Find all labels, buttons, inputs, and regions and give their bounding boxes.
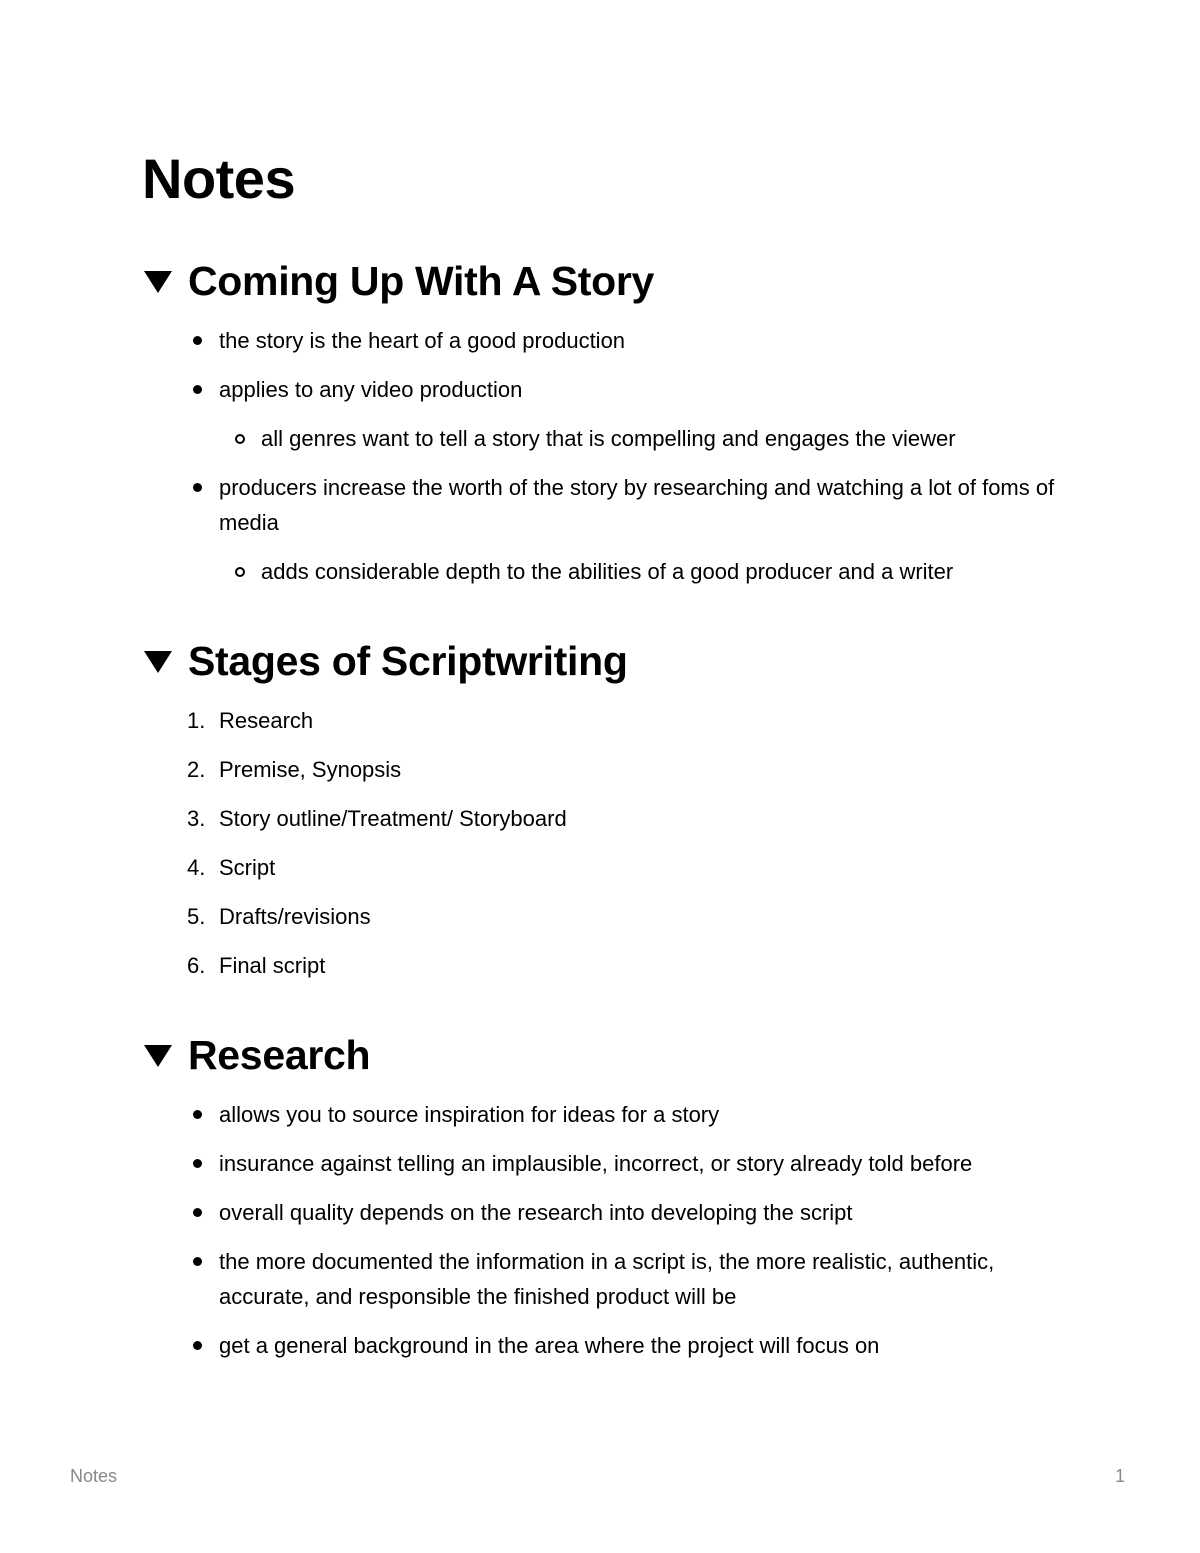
section-heading-text: Stages of Scriptwriting <box>188 637 628 684</box>
list-item-text: Final script <box>219 953 326 978</box>
section-heading-text: Coming Up With A Story <box>188 257 655 304</box>
list-number: 5. <box>187 904 206 929</box>
list-item-text: the story is the heart of a good production <box>219 328 626 353</box>
list-item-text: allows you to source inspiration for ideas for a story <box>219 1102 720 1127</box>
list-item-text: Premise, Synopsis <box>219 757 402 782</box>
list-item <box>142 1097 1072 1132</box>
list-item <box>142 850 1072 885</box>
page-title: Notes <box>142 147 296 210</box>
bullet-dot-icon <box>193 336 202 345</box>
section-heading <box>142 253 1072 309</box>
bullet-list <box>142 1097 1072 1363</box>
list-item <box>142 703 1072 738</box>
hollow-circle-bullet-icon <box>235 434 245 444</box>
list-item-text: Script <box>219 855 276 880</box>
list-item-text: Story outline/Treatment/ Storyboard <box>219 806 567 831</box>
list-item-text: get a general background in the area where the project will focus on <box>219 1333 880 1358</box>
list-item <box>142 801 1072 836</box>
section-stages-of-scriptwriting <box>142 633 1072 983</box>
list-item <box>142 752 1072 787</box>
list-item-text: adds considerable depth to the abilities of a good producer and a writer <box>261 559 954 584</box>
list-item-text: the more documented the information in a script is, the more realistic, authentic, accurate, and responsible the finished product will be <box>219 1249 995 1309</box>
bullet-list <box>142 323 1072 589</box>
list-item-text: all genres want to tell a story that is compelling and engages the viewer <box>261 426 956 451</box>
section-heading <box>142 1027 1072 1083</box>
list-item <box>142 1146 1072 1181</box>
page-number: 1 <box>1115 1466 1126 1486</box>
list-number: 2. <box>187 757 206 782</box>
triangle-down-icon[interactable] <box>142 643 174 679</box>
section-heading <box>142 633 1072 689</box>
list-number: 3. <box>187 806 206 831</box>
triangle-down-icon[interactable] <box>142 263 174 299</box>
bullet-dot-icon <box>193 1341 202 1350</box>
list-item <box>142 470 1072 540</box>
section-research <box>142 1027 1072 1363</box>
bullet-dot-icon <box>193 1208 202 1217</box>
footer-label: Notes <box>70 1466 118 1486</box>
bullet-dot-icon <box>193 1159 202 1168</box>
list-item <box>142 323 1072 358</box>
list-item <box>142 372 1072 407</box>
hollow-circle-bullet-icon <box>235 567 245 577</box>
list-number: 1. <box>187 708 206 733</box>
list-item <box>142 1244 1072 1314</box>
list-item <box>142 1195 1072 1230</box>
list-item-text: producers increase the worth of the story by researching and watching a lot of foms of media <box>219 475 1055 535</box>
numbered-list <box>142 703 1072 983</box>
list-item <box>142 421 1072 456</box>
triangle-down-icon[interactable] <box>142 1037 174 1073</box>
list-item-text: Drafts/revisions <box>219 904 371 929</box>
bullet-dot-icon <box>193 483 202 492</box>
list-item <box>142 899 1072 934</box>
bullet-dot-icon <box>193 1110 202 1119</box>
bullet-dot-icon <box>193 1257 202 1266</box>
list-item-text: overall quality depends on the research into developing the script <box>219 1200 853 1225</box>
list-item-text: Research <box>219 708 314 733</box>
section-heading-text: Research <box>188 1031 371 1078</box>
list-number: 6. <box>187 953 206 978</box>
list-item <box>142 554 1072 589</box>
list-item <box>142 948 1072 983</box>
list-number: 4. <box>187 855 206 880</box>
bullet-dot-icon <box>193 385 202 394</box>
section-coming-up-with-a-story <box>142 253 1072 589</box>
list-item-text: applies to any video production <box>219 377 523 402</box>
list-item-text: insurance against telling an implausible, incorrect, or story already told before <box>219 1151 973 1176</box>
list-item <box>142 1328 1072 1363</box>
